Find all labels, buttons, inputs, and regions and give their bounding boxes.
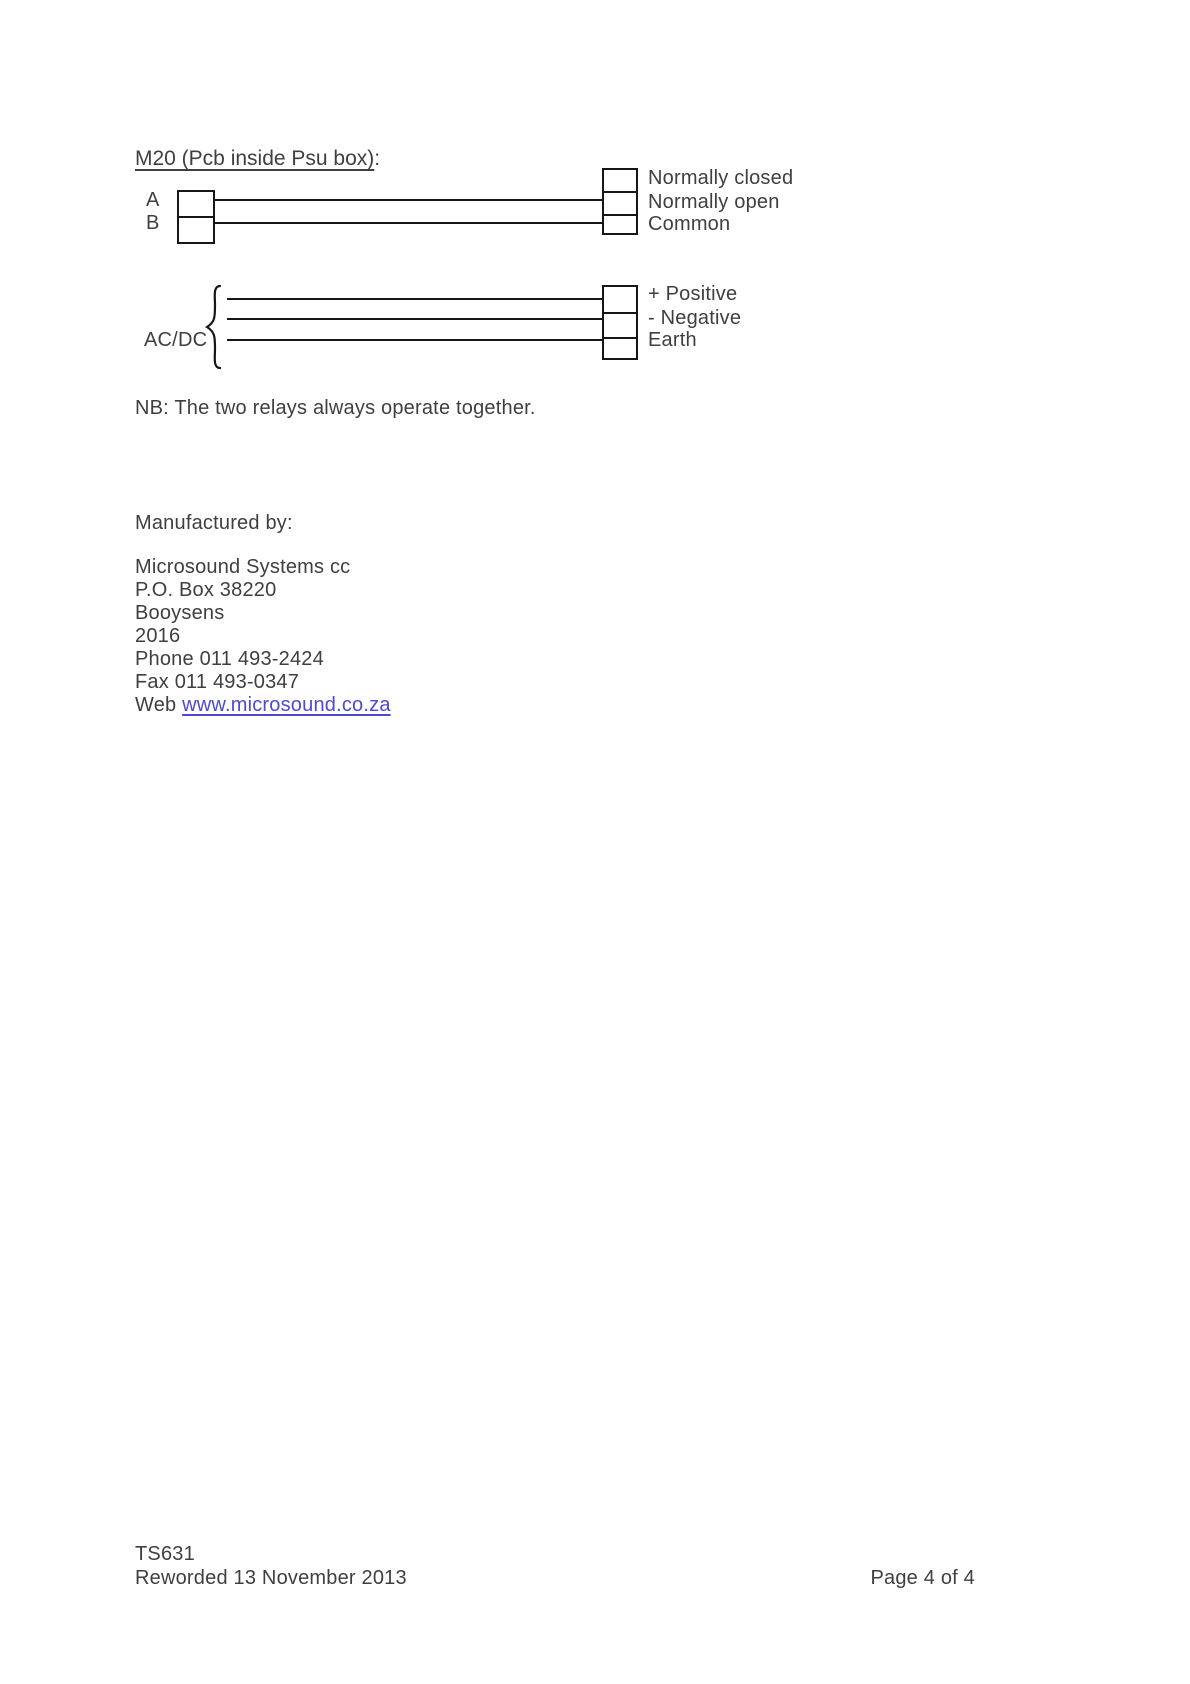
terminal-label-earth: Earth: [648, 329, 697, 351]
web-label: Web: [135, 694, 183, 716]
terminal-label-positive: + Positive: [648, 283, 738, 305]
manufacturer-phone: Phone 011 493-2424: [135, 648, 324, 670]
terminal-label-negative: - Negative: [648, 307, 742, 329]
power-input-label: AC/DC: [144, 329, 208, 351]
relay-input-terminal-block: [177, 190, 215, 244]
wire-positive: [227, 298, 604, 300]
manufacturer-name: Microsound Systems cc: [135, 556, 351, 578]
manufacturer-po-box: P.O. Box 38220: [135, 579, 277, 601]
section-title-colon: :: [374, 147, 381, 170]
manufactured-by-heading: Manufactured by:: [135, 512, 293, 534]
wire-b-to-common: [213, 222, 604, 224]
power-terminal-block: [602, 285, 638, 360]
wire-negative: [227, 318, 604, 320]
relay-input-label-a: A: [146, 189, 160, 211]
section-title: [135, 146, 380, 171]
manufacturer-fax: Fax 011 493-0347: [135, 671, 300, 693]
terminal-cell-divider: [604, 337, 636, 339]
curly-brace-icon: [203, 285, 223, 369]
terminal-label-normally-open: Normally open: [648, 191, 780, 213]
terminal-label-normally-closed: Normally closed: [648, 167, 794, 189]
manufacturer-suburb: Booysens: [135, 602, 225, 624]
footer-doc-code: TS631: [135, 1543, 195, 1565]
manufacturer-postal-code: 2016: [135, 625, 181, 647]
footer-revision: Reworded 13 November 2013: [135, 1567, 407, 1589]
relay-input-label-b: B: [146, 212, 160, 234]
terminal-cell-divider: [604, 312, 636, 314]
terminal-cell-divider: [604, 191, 636, 193]
manufacturer-web-line: [135, 694, 391, 717]
footer-page-number: Page 4 of 4: [870, 1567, 975, 1589]
terminal-cell-divider: [179, 216, 213, 218]
website-link[interactable]: www.microsound.co.za: [182, 694, 391, 716]
wire-earth: [227, 339, 604, 341]
terminal-cell-divider: [604, 214, 636, 216]
terminal-label-common: Common: [648, 213, 731, 235]
note-text: NB: The two relays always operate together.: [135, 397, 536, 419]
manufacturer-address-block: [135, 556, 391, 717]
section-title-text: M20 (Pcb inside Psu box): [135, 147, 375, 170]
relay-output-terminal-block: [602, 168, 638, 235]
wire-a-to-normally-open: [213, 199, 604, 201]
